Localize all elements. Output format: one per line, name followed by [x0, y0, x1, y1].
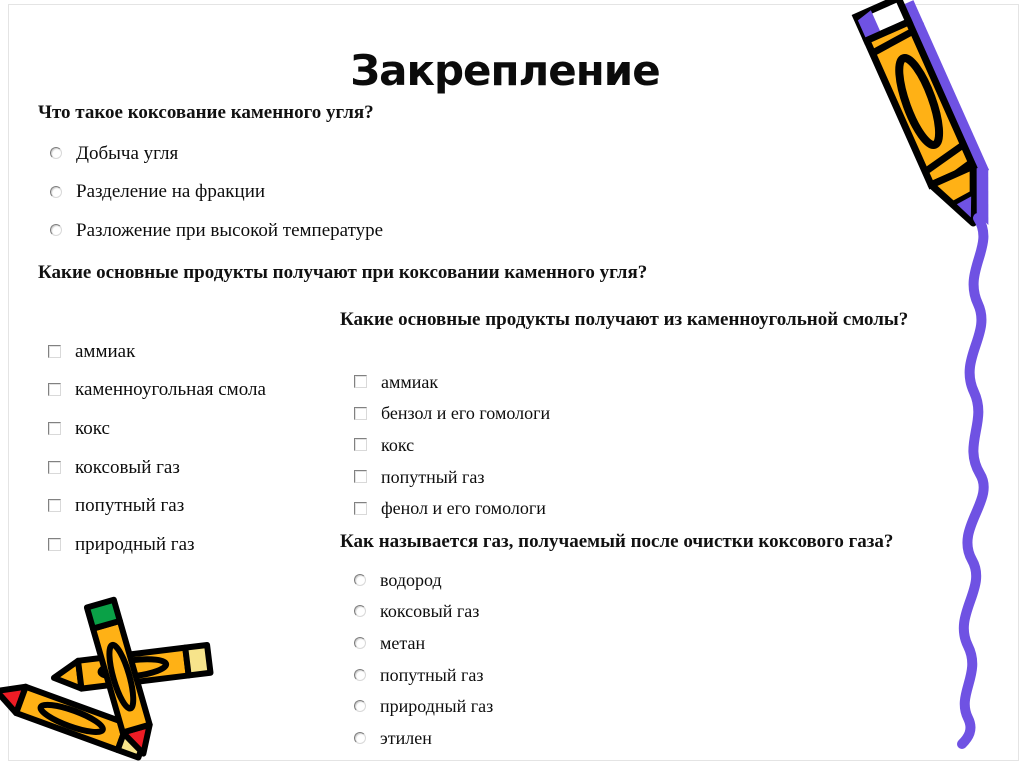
- radio-option[interactable]: [354, 659, 493, 691]
- option-label: метан: [380, 632, 426, 653]
- option-label: аммиак: [381, 371, 439, 392]
- pencil-icon: [844, 0, 1022, 246]
- radio-button-icon[interactable]: [50, 147, 62, 159]
- crossed-crayons-icon: [0, 596, 230, 767]
- checkbox-option[interactable]: [354, 429, 550, 461]
- option-label: Разделение на фракции: [76, 181, 266, 203]
- checkbox-option[interactable]: [354, 398, 550, 430]
- option-label: попутный газ: [75, 495, 185, 517]
- squiggle-line-icon: [938, 212, 1024, 752]
- checkbox-icon[interactable]: [354, 375, 367, 388]
- checkbox-icon[interactable]: [354, 438, 367, 451]
- radio-option[interactable]: [50, 134, 383, 173]
- checkbox-option[interactable]: [354, 461, 550, 493]
- option-label: природный газ: [75, 533, 195, 555]
- checkbox-option[interactable]: [48, 525, 266, 564]
- radio-button-icon[interactable]: [354, 574, 366, 586]
- question-3-heading: Какие основные продукты получают из каменноугольной смолы?: [340, 309, 909, 330]
- checkbox-option[interactable]: [48, 486, 266, 525]
- option-label: каменноугольная смола: [75, 379, 266, 401]
- question-4-options: [354, 564, 493, 754]
- option-label: Добыча угля: [76, 142, 179, 164]
- checkbox-option[interactable]: [354, 492, 550, 524]
- radio-option[interactable]: [354, 564, 493, 596]
- option-label: природный газ: [380, 696, 494, 717]
- radio-button-icon[interactable]: [354, 605, 366, 617]
- radio-option[interactable]: [50, 173, 383, 212]
- slide-title: Закрепление: [350, 46, 660, 96]
- radio-button-icon[interactable]: [354, 669, 366, 681]
- checkbox-icon[interactable]: [354, 502, 367, 515]
- checkbox-icon[interactable]: [48, 461, 61, 474]
- checkbox-icon[interactable]: [354, 407, 367, 420]
- checkbox-icon[interactable]: [48, 538, 61, 551]
- radio-button-icon[interactable]: [354, 700, 366, 712]
- radio-option[interactable]: [354, 596, 493, 628]
- checkbox-option[interactable]: [48, 409, 266, 448]
- option-label: аммиак: [75, 340, 136, 362]
- question-4-heading: Как называется газ, получаемый после очистки коксового газа?: [340, 531, 894, 552]
- option-label: попутный газ: [381, 466, 485, 487]
- option-label: Разложение при высокой температуре: [76, 219, 384, 241]
- radio-option[interactable]: [354, 690, 493, 722]
- radio-button-icon[interactable]: [50, 224, 62, 236]
- option-label: кокс: [75, 417, 110, 439]
- checkbox-icon[interactable]: [48, 383, 61, 396]
- checkbox-option[interactable]: [354, 366, 550, 398]
- radio-option[interactable]: [50, 211, 383, 250]
- option-label: коксовый газ: [75, 456, 180, 478]
- checkbox-icon[interactable]: [48, 499, 61, 512]
- checkbox-icon[interactable]: [354, 470, 367, 483]
- option-label: попутный газ: [380, 664, 484, 685]
- question-2-heading: Какие основные продукты получают при коксовании каменного угля?: [38, 262, 648, 283]
- question-1-options: [50, 134, 383, 250]
- checkbox-option[interactable]: [48, 448, 266, 487]
- question-1-heading: Что такое коксование каменного угля?: [38, 102, 374, 123]
- question-3-options: [354, 366, 550, 524]
- checkbox-option[interactable]: [48, 332, 266, 371]
- option-label: коксовый газ: [380, 601, 480, 622]
- option-label: кокс: [381, 434, 415, 455]
- radio-option[interactable]: [354, 722, 493, 754]
- radio-button-icon[interactable]: [354, 637, 366, 649]
- option-label: бензол и его гомологи: [381, 403, 551, 424]
- checkbox-option[interactable]: [48, 371, 266, 410]
- checkbox-icon[interactable]: [48, 345, 61, 358]
- question-2-options: [48, 332, 266, 564]
- option-label: фенол и его гомологи: [381, 498, 546, 519]
- option-label: этилен: [380, 727, 432, 748]
- checkbox-icon[interactable]: [48, 422, 61, 435]
- radio-button-icon[interactable]: [354, 732, 366, 744]
- radio-button-icon[interactable]: [50, 186, 62, 198]
- radio-option[interactable]: [354, 627, 493, 659]
- option-label: водород: [380, 569, 442, 590]
